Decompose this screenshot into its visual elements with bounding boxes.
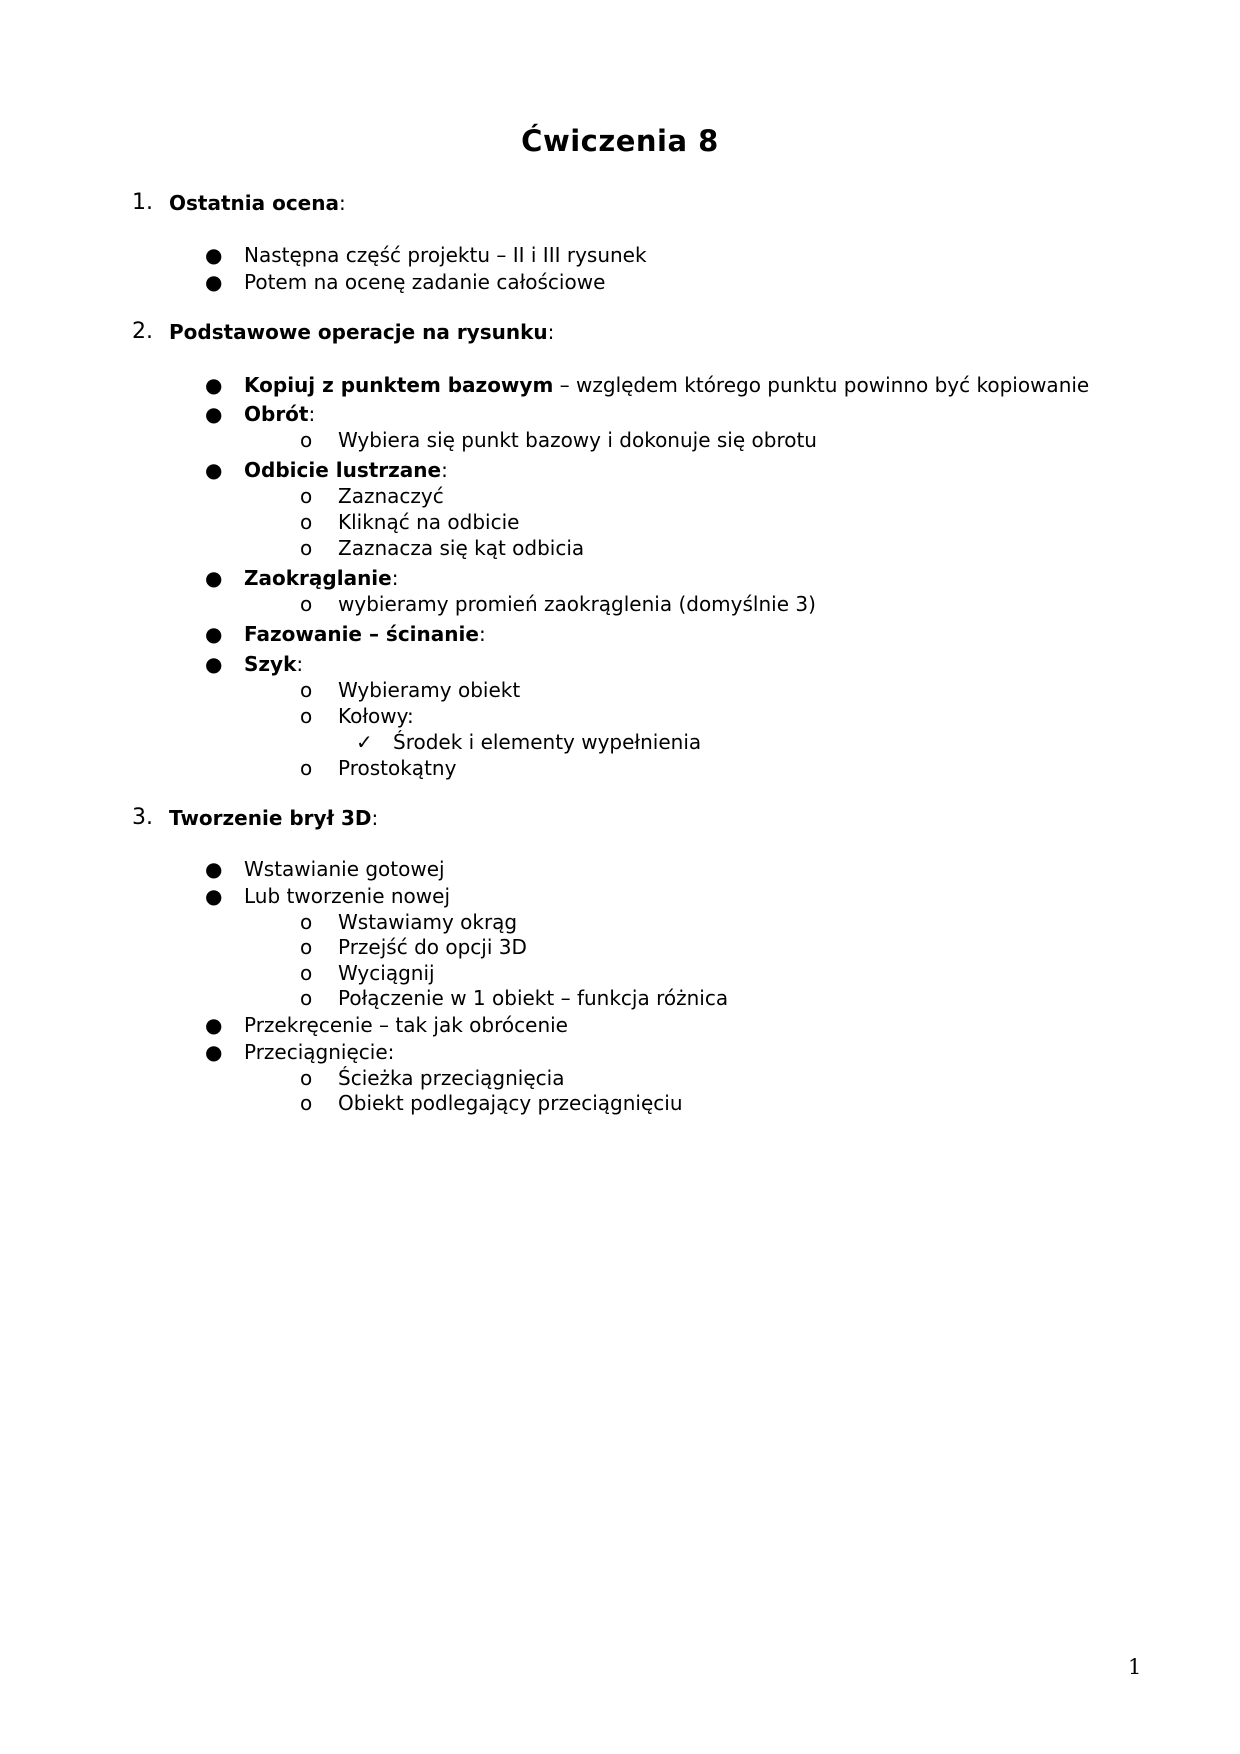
bullet-icon: ●: [205, 622, 223, 646]
circle-bullet-icon: o: [300, 428, 313, 452]
circle-bullet-icon: o: [300, 678, 313, 702]
bullet-icon: ●: [205, 566, 223, 590]
list-item: Obrót:: [244, 402, 316, 426]
sub-list-item: Połączenie w 1 obiekt – funkcja różnica: [338, 986, 729, 1010]
bullet-icon: ●: [205, 857, 223, 881]
sub-list-item: Wyciągnij: [338, 961, 435, 985]
sub-list-item: Wstawiamy okrąg: [338, 910, 518, 934]
bullet-icon: ●: [205, 1013, 223, 1037]
list-item: Odbicie lustrzane:: [244, 458, 448, 482]
bullet-icon: ●: [205, 1040, 223, 1064]
bullet-icon: ●: [205, 270, 223, 294]
list-item: Potem na ocenę zadanie całościowe: [244, 270, 606, 294]
sub-list-item: Obiekt podlegający przeciągnięciu: [338, 1091, 683, 1115]
sub-list-item: wybieramy promień zaokrąglenia (domyślnie 3): [338, 592, 816, 616]
section-heading: Ostatnia ocena:: [169, 191, 346, 215]
circle-bullet-icon: o: [300, 536, 313, 560]
circle-bullet-icon: o: [300, 592, 313, 616]
list-item: Wstawianie gotowej: [244, 857, 445, 881]
check-icon: ✓: [356, 730, 373, 754]
circle-bullet-icon: o: [300, 1066, 313, 1090]
section-number: 3.: [132, 805, 153, 830]
bullet-icon: ●: [205, 652, 223, 676]
bullet-icon: ●: [205, 458, 223, 482]
circle-bullet-icon: o: [300, 961, 313, 985]
section-heading: Tworzenie brył 3D:: [169, 806, 379, 830]
list-item: Przeciągnięcie:: [244, 1040, 395, 1064]
bullet-icon: ●: [205, 884, 223, 908]
sub-list-item: Wybiera się punkt bazowy i dokonuje się obrotu: [338, 428, 817, 452]
sub-sub-list-item: Środek i elementy wypełnienia: [393, 730, 702, 754]
document-title: Ćwiczenia 8: [521, 124, 719, 158]
bullet-icon: ●: [205, 402, 223, 426]
section-number: 2.: [132, 319, 153, 344]
section-heading: Podstawowe operacje na rysunku:: [169, 320, 555, 344]
circle-bullet-icon: o: [300, 484, 313, 508]
list-item: Kopiuj z punktem bazowym – względem którego punktu powinno być kopiowanie: [244, 373, 1090, 397]
sub-list-item: Ścieżka przeciągnięcia: [338, 1066, 565, 1090]
section-number: 1.: [132, 190, 153, 215]
sub-list-item: Przejść do opcji 3D: [338, 935, 527, 959]
circle-bullet-icon: o: [300, 910, 313, 934]
sub-list-item: Kliknąć na odbicie: [338, 510, 520, 534]
list-item: Zaokrąglanie:: [244, 566, 399, 590]
sub-list-item: Zaznacza się kąt odbicia: [338, 536, 585, 560]
sub-list-item: Kołowy:: [338, 704, 414, 728]
circle-bullet-icon: o: [300, 1091, 313, 1115]
circle-bullet-icon: o: [300, 704, 313, 728]
list-item: Szyk:: [244, 652, 304, 676]
sub-list-item: Wybieramy obiekt: [338, 678, 521, 702]
list-item: Lub tworzenie nowej: [244, 884, 451, 908]
sub-list-item: Zaznaczyć: [338, 484, 444, 508]
list-item: Fazowanie – ścinanie:: [244, 622, 486, 646]
list-item: Przekręcenie – tak jak obrócenie: [244, 1013, 568, 1037]
sub-list-item: Prostokątny: [338, 756, 457, 780]
circle-bullet-icon: o: [300, 935, 313, 959]
circle-bullet-icon: o: [300, 510, 313, 534]
bullet-icon: ●: [205, 243, 223, 267]
bullet-icon: ●: [205, 373, 223, 397]
list-item: Następna część projektu – II i III rysunek: [244, 243, 647, 267]
circle-bullet-icon: o: [300, 756, 313, 780]
circle-bullet-icon: o: [300, 986, 313, 1010]
page-number: 1: [1128, 1655, 1142, 1679]
